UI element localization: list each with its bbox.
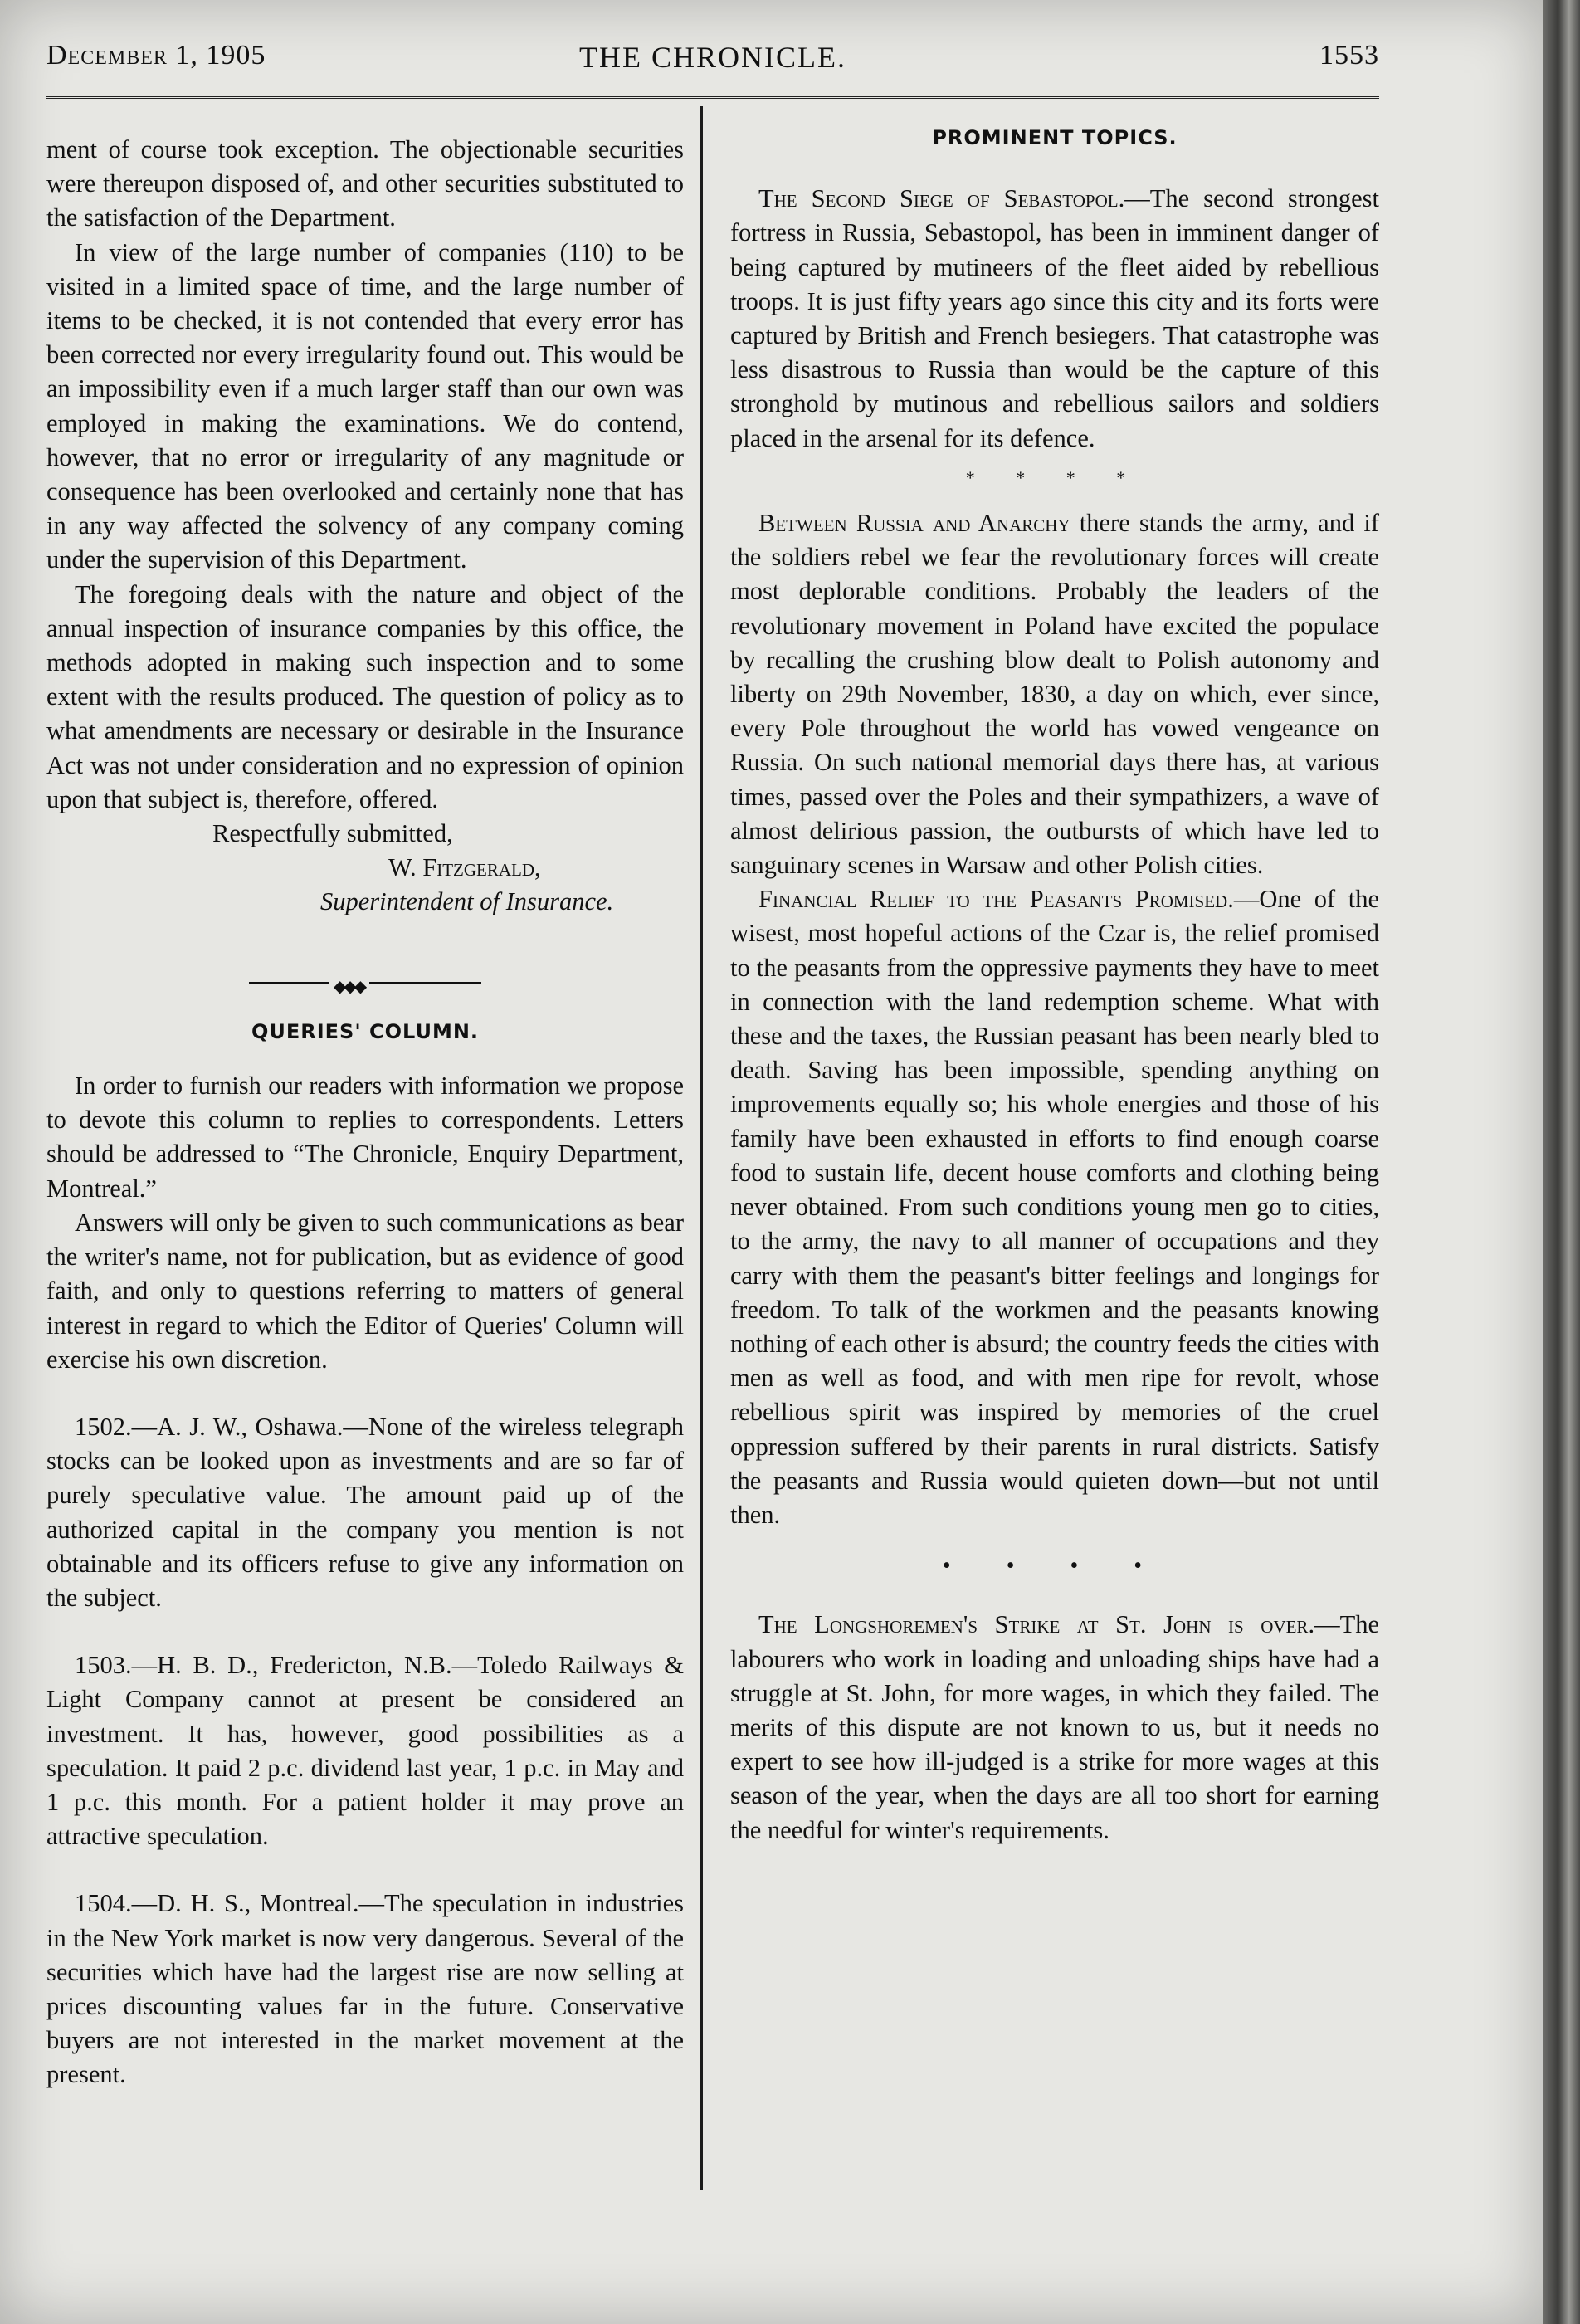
query-1504: 1504.—D. H. S., Montreal.—The speculation in industries in the New York market is now very dangerous. Several of the securities which have had the largest rise are now selling at prices discounting values far in the future. Conservative buyers are not interested in the market movement at the present. xyxy=(46,1889,684,2089)
signature-name: W. Fitzgerald, xyxy=(388,853,541,882)
section-ornament xyxy=(46,959,684,994)
topic-lead: The Longshoremen's Strike at St. John is over. xyxy=(758,1610,1315,1639)
topic-body: there stands the army, and if the soldiers rebel we fear the revolutionary forces will create most deplorable conditions. Probably the leaders of the revolutionary movement in Poland have excited the populace by recalling the crushing blow dealt to Polish autonomy and liberty on 29th November, 1830, a day on which, ever since, every Pole throughout the world has vowed vengeance on Russia. On such national memorial days there has, at various times, passed over the Poles and their sympathizers, a wave of almost delirious passion, the outbursts of which have led to sanguinary scenes in Warsaw and other Polish cities. xyxy=(730,509,1379,880)
topic-russia-anarchy xyxy=(730,506,1379,882)
right-column xyxy=(730,115,1379,1848)
separator-stars: * * * * xyxy=(965,466,1144,488)
publication-title: THE CHRONICLE. xyxy=(579,41,846,74)
topic-lead: Financial Relief to the Peasants Promised. xyxy=(758,885,1234,914)
insurance-report-paragraph: In view of the large number of companies (110) to be visited in a limited space of time, and the large number of items to be checked, it is not contended that every error has been corrected nor every irregularity found out. This would be an impossibility even if a much larger staff than our own was employed in making the examinations. We do contend, however, that no error or irregularity of any magnitude or consequence has been overlooked and certainly none that has in any way affected the solvency of any company coming under the supervision of this Department. xyxy=(46,237,684,574)
topic-peasants-relief xyxy=(730,882,1379,1532)
separator-bullets: • • • • xyxy=(942,1553,1168,1579)
header-rule xyxy=(46,96,1379,99)
insurance-report-paragraph: The foregoing deals with the nature and object of the annual inspection of insurance companies by this office, the methods adopted in making such inspection and to some extent with the results produced. The question of policy as to what amendments are necessary or desirable in the Insurance Act was not under consideration and no expression of opinion upon that subject is, therefore, offered. xyxy=(46,579,684,813)
insurance-report-paragraph: ment of course took exception. The objectionable securities were thereupon disposed of, and other securities substituted to the satisfaction of the Department. xyxy=(46,135,684,232)
queries-column-heading: QUERIES' COLUMN. xyxy=(251,1019,480,1043)
signature-title: Superintendent of Insurance. xyxy=(320,887,614,916)
topic-lead: The Second Siege of Sebastopol. xyxy=(758,184,1125,213)
signature-closing: Respectfully submitted, xyxy=(212,819,453,848)
topic-body: —The labourers who work in loading and unloading ships have had a struggle at St. John, for more wages, in which they failed. The merits of this dispute are not known to us, but it needs no expert to see how ill-judged is a strike for more wages at this season of the year, when the days are all too short for earning the needful for winter's requirements. xyxy=(730,1610,1379,1844)
queries-intro-paragraph: Answers will only be given to such communications as bear the writer's name, not for publication, but as evidence of good faith, and only to questions referring to matters of general interest in regard to which the Editor of Queries' Column will exercise his own discretion. xyxy=(46,1208,684,1374)
issue-date: December 1, 1905 xyxy=(46,40,266,71)
topic-sebastopol xyxy=(730,182,1379,456)
topic-lead: Between Russia and Anarchy xyxy=(758,509,1070,538)
left-column xyxy=(46,133,684,2092)
page-number: 1553 xyxy=(1319,40,1379,71)
topic-longshoremen-strike xyxy=(730,1608,1379,1847)
topic-body: —One of the wisest, most hopeful actions of the Czar is, the relief promised to the peasants from the oppressive payments they have to meet in connection with the land redemption scheme. What with these and the taxes, the Russian peasant has been nearly bled to death. Saving has been impossible, spending anything on improvements equally so; his whole energies and those of his family have been exhausted in efforts to find enough coarse food to sustain life, decent house comforts and clothing being never obtained. From such conditions young men go to cities, to the army, the navy to all manner of occupations and they carry with them the peasant's bitter feelings and longings for freedom. To talk of the workmen and the peasants knowing nothing of each other is absurd; the country feeds the cities with men as well as food, and with men ripe for revolt, whose rebellious spirit was inspired by memories of the cruel oppression suffered by their parents in rural districts. Satisfy the peasants and Russia would quieten down—but not until then. xyxy=(730,885,1380,1529)
column-divider xyxy=(700,106,703,2190)
prominent-topics-heading: PROMINENT TOPICS. xyxy=(932,126,1178,149)
page-binding-edge xyxy=(1543,0,1580,2324)
topic-body: —The second strongest fortress in Russia, Sebastopol, has been in imminent danger of being captured by mutineers of the fleet aided by rebellious troops. It is just fifty years ago since this city and its forts were captured by British and French besiegers. That catastrophe was less disastrous to Russia than would be the capture of this stronghold by mutinous and rebellious sailors and soldiers placed in the arsenal for its defence. xyxy=(730,184,1379,452)
query-1503: 1503.—H. B. D., Fredericton, N.B.—Toledo Railways & Light Company cannot at present be considered an investment. It has, however, good possibilities as a speculation. It paid 2 p.c. dividend last year, 1 p.c. in May and 1 p.c. this month. For a patient holder it may prove an attractive speculation. xyxy=(46,1651,684,1851)
queries-intro-paragraph: In order to furnish our readers with information we propose to devote this column to replies to correspondents. Letters should be addressed to “The Chronicle, Enquiry Department, Montreal.” xyxy=(46,1072,684,1203)
query-1502: 1502.—A. J. W., Oshawa.—None of the wireless telegraph stocks can be looked upon as investments and are so far of purely speculative value. The amount paid up of the authorized capital in the company you mention is not obtainable and its officers refuse to give any information on the subject. xyxy=(46,1412,684,1612)
page-header xyxy=(46,40,1379,90)
